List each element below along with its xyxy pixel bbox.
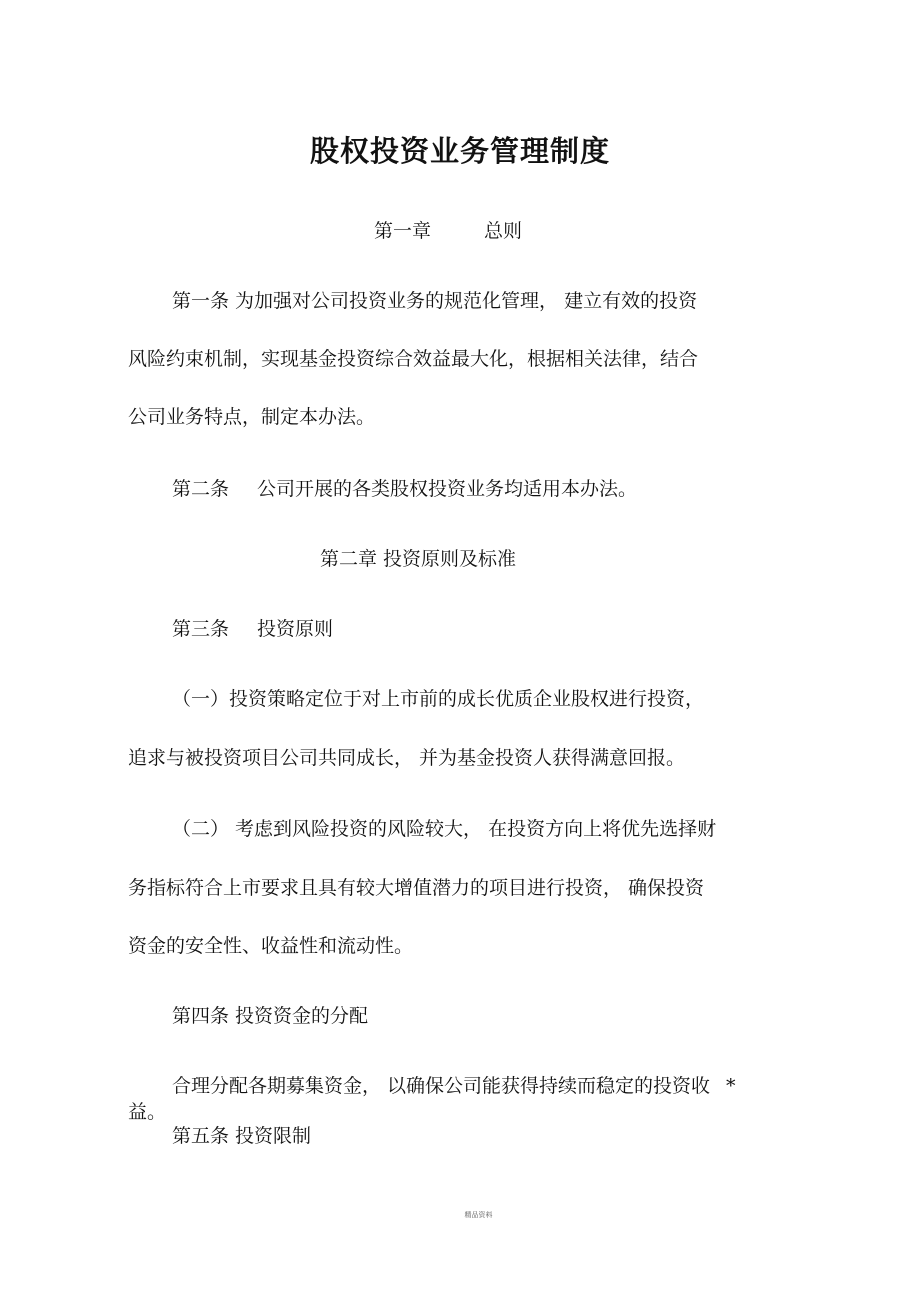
article-1-line-3: 公司业务特点，制定本办法。: [128, 406, 376, 428]
article-4-asterisk: *: [726, 1075, 736, 1097]
article-4-line-1: 合理分配各期募集资金， 以确保公司能获得持续而稳定的投资收: [172, 1075, 711, 1097]
article-2-text: 公司开展的各类股权投资业务均适用本办法。: [257, 478, 638, 500]
article-4-line-2: 益。: [128, 1101, 167, 1123]
article-1-line-2: 风险约束机制，实现基金投资综合效益最大化，根据相关法律，结合: [128, 348, 699, 370]
article-2-label: 第二条: [172, 478, 230, 500]
article-3-text: 投资原则: [257, 618, 334, 640]
principle-2-line-1: （二） 考虑到风险投资的风险较大， 在投资方向上将优先选择财: [172, 818, 717, 840]
article-3-label: 第三条: [172, 618, 230, 640]
article-5-heading: 第五条 投资限制: [172, 1125, 312, 1147]
chapter-1-name: 总则: [484, 220, 523, 242]
article-1-line-1: 第一条 为加强对公司投资业务的规范化管理， 建立有效的投资: [172, 290, 698, 312]
chapter-1-label: 第一章: [374, 220, 432, 242]
article-4-heading: 第四条 投资资金的分配: [172, 1005, 369, 1027]
page-footer: 精品资料: [464, 1211, 493, 1219]
principle-1-line-2: 追求与被投资项目公司共同成长， 并为基金投资人获得满意回报。: [128, 747, 686, 769]
page-title: 股权投资业务管理制度: [309, 134, 610, 168]
principle-2-line-2: 务指标符合上市要求且具有较大增值潜力的项目进行投资， 确保投资: [128, 877, 705, 899]
principle-1-line-1: （一）投资策略定位于对上市前的成长优质企业股权进行投资，: [172, 688, 705, 710]
principle-2-line-3: 资金的安全性、收益性和流动性。: [128, 935, 414, 957]
chapter-2-heading: 第二章 投资原则及标准: [320, 548, 517, 570]
